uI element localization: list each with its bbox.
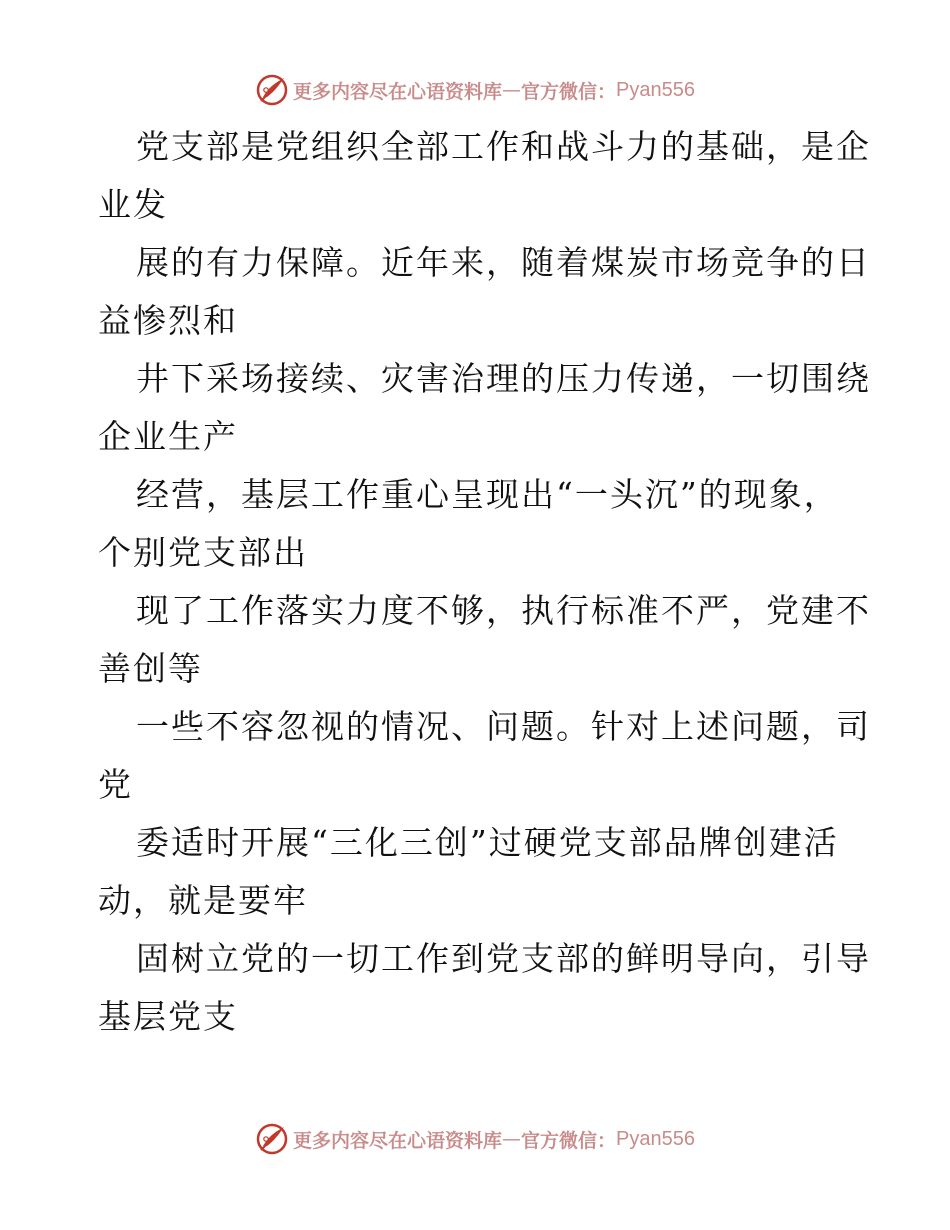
banner-separator: — [502,1128,522,1150]
body-line: 现了工作落实力度不够，执行标准不严，党建不 [136,591,871,630]
banner-wechat-label: 官方微信： [521,80,617,103]
footer-banner [0,1119,950,1159]
body-line: 一些不容忽视的情况、问题。针对上述问题，司 [136,707,871,746]
body-line: 党支部是党组织全部工作和战斗力的基础，是企 [136,127,871,166]
body-line: 业发 [98,185,168,224]
banner-wechat-id: Pyan556 [616,78,695,101]
banner-separator: — [502,79,522,101]
body-line: 动，就是要牢 [98,881,308,920]
banner-main-text: 更多内容尽在心语资料库 [293,1129,503,1152]
header-banner [0,70,950,110]
body-line: 善创等 [98,649,203,688]
body-line: 委适时开展“三化三创”过硬党支部品牌创建活 [136,823,839,862]
banner-main-text: 更多内容尽在心语资料库 [293,80,503,103]
body-line: 经营，基层工作重心呈现出“一头沉”的现象， [136,475,839,514]
quill-logo-icon [255,73,289,107]
body-line: 基层党支 [98,997,238,1036]
banner-wechat-id: Pyan556 [616,1127,695,1150]
body-line: 个别党支部出 [98,533,308,572]
body-line: 益惨烈和 [98,301,238,340]
body-line: 井下采场接续、灾害治理的压力传递，一切围绕 [136,359,871,398]
document-body [98,118,871,1046]
quill-logo-icon [255,1122,289,1156]
body-line: 党 [98,765,133,804]
body-line: 固树立党的一切工作到党支部的鲜明导向，引导 [136,939,871,978]
body-line: 企业生产 [98,417,238,456]
body-line: 展的有力保障。近年来，随着煤炭市场竞争的日 [136,243,871,282]
banner-wechat-label: 官方微信： [521,1129,617,1152]
